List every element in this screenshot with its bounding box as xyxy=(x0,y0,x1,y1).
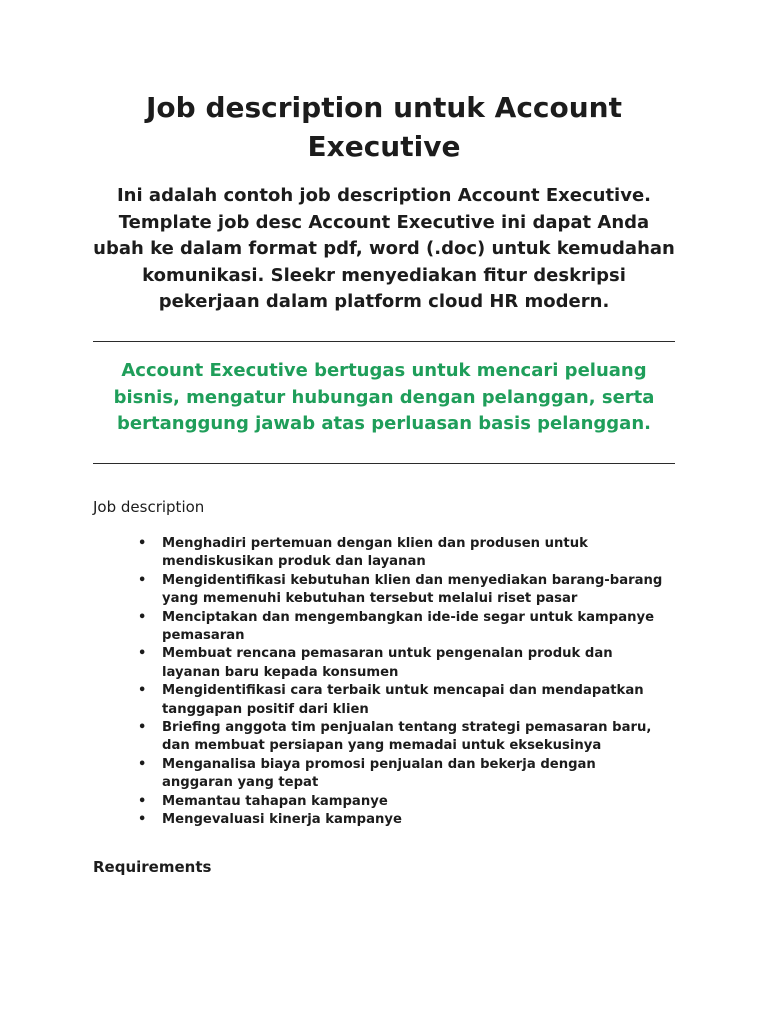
bullet-icon: • xyxy=(138,609,147,625)
job-description-list xyxy=(138,535,668,830)
list-item-text: Menganalisa biaya promosi penjualan dan bekerja dengan anggaran yang tepat xyxy=(162,756,596,791)
list-item xyxy=(138,609,668,646)
list-item-text: Memantau tahapan kampanye xyxy=(162,793,388,809)
list-item-text: Mengidentifikasi kebutuhan klien dan menyediakan barang-barang yang memenuhi kebutuhan tersebut melalui riset pasar xyxy=(162,572,663,607)
requirements-heading: Requirements xyxy=(93,858,212,876)
list-item-text: Menciptakan dan mengembangkan ide-ide segar untuk kampanye pemasaran xyxy=(162,609,655,644)
bullet-icon: • xyxy=(138,646,147,662)
bullet-icon: • xyxy=(138,756,147,772)
divider-bottom xyxy=(93,463,675,464)
list-item xyxy=(138,535,668,572)
summary-highlight: Account Executive bertugas untuk mencari peluang bisnis, mengatur hubungan dengan pelanggan, serta bertanggung jawab atas perluasan basis pelanggan. xyxy=(113,360,655,434)
list-item-text: Briefing anggota tim penjualan tentang strategi pemasaran baru, dan membuat persiapan yang memadai untuk eksekusinya xyxy=(162,720,652,754)
intro-paragraph: Ini adalah contoh job description Account Executive. Template job desc Account Executive ini dapat Anda ubah ke dalam format pdf, word (.doc) untuk kemudahan komunikasi. Sleekr menyediakan fitur deskripsi pekerjaan dalam platform cloud HR modern. xyxy=(93,185,675,312)
list-item xyxy=(138,682,668,719)
list-item-text: Mengidentifikasi cara terbaik untuk mencapai dan mendapatkan tanggapan positif dari klien xyxy=(162,683,644,717)
list-item xyxy=(138,756,668,793)
page-title: Job description untuk Account Executive xyxy=(146,91,622,163)
list-item-text: Mengevaluasi kinerja kampanye xyxy=(162,812,402,828)
bullet-icon: • xyxy=(138,793,147,809)
list-item xyxy=(138,572,668,609)
bullet-icon: • xyxy=(138,572,147,588)
bullet-icon: • xyxy=(138,812,147,828)
job-description-heading: Job description xyxy=(93,498,205,516)
divider-top xyxy=(93,341,675,342)
list-item xyxy=(138,811,668,829)
list-item xyxy=(138,719,668,756)
bullet-icon: • xyxy=(138,683,147,699)
list-item-text: Membuat rencana pemasaran untuk pengenalan produk dan layanan baru kepada konsumen xyxy=(162,646,613,680)
list-item xyxy=(138,645,668,682)
bullet-icon: • xyxy=(138,536,147,551)
bullet-icon: • xyxy=(138,720,147,736)
list-item xyxy=(138,793,668,811)
list-item-text: Menghadiri pertemuan dengan klien dan produsen untuk mendiskusikan produk dan layanan xyxy=(162,536,588,570)
